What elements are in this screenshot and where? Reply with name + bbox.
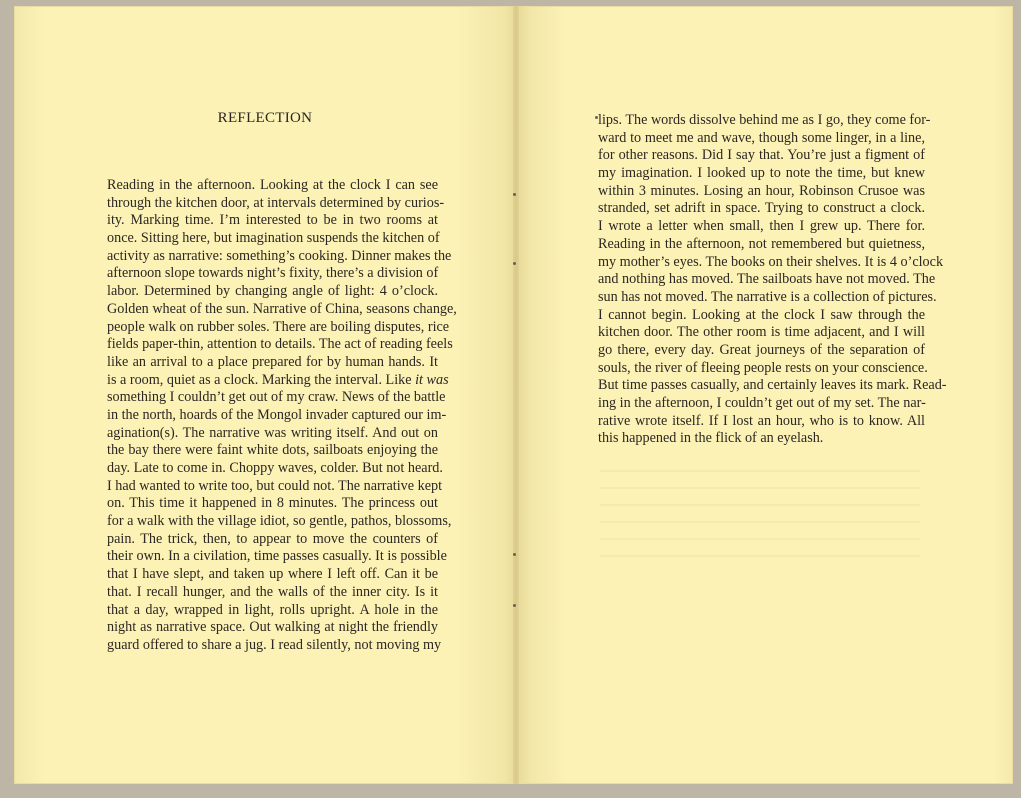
- text-line: afternoon slope towards night’s fixity, there’s a division of: [107, 265, 439, 282]
- binding-mark: [513, 193, 516, 196]
- text-line: fields paper-thin, attention to details. The act of reading feels: [107, 336, 453, 353]
- show-through-text: [600, 470, 920, 560]
- text-line: within 3 minutes. Losing an hour, Robinson Crusoe was: [598, 182, 925, 199]
- text-line: my imagination. I looked up to note the time, but knew: [598, 165, 925, 182]
- text-line: activity as narrative: something’s cooking. Dinner makes the: [107, 247, 452, 264]
- text-line: once. Sitting here, but imagination suspends the kitchen of: [107, 230, 440, 247]
- emphasis: it was: [415, 371, 449, 388]
- text-line: through the kitchen door, at intervals determined by curios-: [107, 194, 445, 211]
- text-line: I had wanted to write too, but could not. The narrative kept: [107, 477, 443, 494]
- text-line: that a day, wrapped in light, rolls upright. A hole in the: [107, 601, 438, 618]
- text-line: pain. The trick, then, to appear to move the counters of: [107, 530, 438, 547]
- text-line: agination(s). The narrative was writing itself. And out on: [107, 424, 438, 441]
- text-line: rative wrote itself. If I lost an hour, who is to know. All: [598, 412, 925, 429]
- text-line: lips. The words dissolve behind me as I go, they come for-: [598, 112, 931, 128]
- text-line: for a walk with the village idiot, so gentle, pathos, blossoms,: [107, 513, 452, 530]
- text-line: like an arrival to a place prepared for by human hands. It: [107, 353, 438, 370]
- text-line: on. This time it happened in 8 minutes. The princess out: [107, 495, 438, 512]
- text-line: that I have slept, and taken up where I left off. Can it be: [107, 566, 438, 583]
- text-line: ward to meet me and wave, though some linger, in a line,: [598, 129, 925, 146]
- text-line: stranded, set adrift in space. Trying to construct a clock.: [598, 200, 925, 217]
- page-title: REFLECTION: [217, 110, 313, 126]
- text-line: this happened in the flick of an eyelash.: [598, 430, 824, 447]
- text-line: I cannot begin. Looking at the clock I saw through the: [598, 306, 925, 323]
- right-page-text: [598, 112, 947, 448]
- text-line: Reading in the afternoon, not remembered but quietness,: [598, 235, 925, 252]
- text-line: Golden wheat of the sun. Narrative of China, seasons change,: [107, 300, 457, 317]
- binding-mark: [595, 116, 598, 119]
- text-line: is a room, quiet as a clock. Marking the interval. Like it was: [107, 371, 449, 388]
- text-line: the bay there were faint white dots, sailboats enjoying the: [107, 442, 438, 459]
- text-line: and nothing has moved. The sailboats have not moved. The: [598, 271, 936, 288]
- text-line: But time passes casually, and certainly leaves its mark. Read-: [598, 377, 947, 394]
- binding-mark: [513, 553, 516, 556]
- text-line: ity. Marking time. I’m interested to be in two rooms at: [107, 212, 438, 229]
- text-line: ing in the afternoon, I couldn’t get out of my set. The nar-: [598, 395, 926, 411]
- text-line: people walk on rubber soles. There are boiling disputes, rice: [107, 318, 450, 335]
- left-page-text: [107, 177, 457, 655]
- text-line: go there, every day. Great journeys of the separation of: [598, 341, 925, 358]
- text-line: kitchen door. The other room is time adjacent, and I will: [598, 324, 925, 341]
- text-line: their own. In a civilation, time passes casually. It is possible: [107, 548, 447, 565]
- text-line: I wrote a letter when small, then I grew up. There for.: [598, 218, 925, 235]
- binding-mark: [513, 604, 516, 607]
- text-line: guard offered to share a jug. I read silently, not moving my: [107, 636, 442, 653]
- text-line: night as narrative space. Out walking at night the friendly: [107, 619, 438, 636]
- text-line: Reading in the afternoon. Looking at the clock I can see: [107, 177, 438, 193]
- text-line: something I couldn’t get out of my craw. News of the battle: [107, 389, 446, 406]
- text-line: souls, the river of fleeing people rests on your conscience.: [598, 359, 928, 376]
- text-line: for other reasons. Did I say that. You’re just a figment of: [598, 147, 925, 164]
- text-line: labor. Determined by changing angle of light: 4 o’clock.: [107, 283, 438, 300]
- text-line: my mother’s eyes. The books on their shelves. It is 4 o’clock: [598, 253, 944, 270]
- text-line: that. I recall hunger, and the walls of the inner city. Is it: [107, 583, 438, 600]
- text-line: day. Late to come in. Choppy waves, colder. But not heard.: [107, 460, 443, 476]
- text-line: in the north, hoards of the Mongol invader captured our im-: [107, 406, 447, 423]
- text-line: sun has not moved. The narrative is a collection of pictures.: [598, 288, 937, 305]
- binding-mark: [513, 262, 516, 265]
